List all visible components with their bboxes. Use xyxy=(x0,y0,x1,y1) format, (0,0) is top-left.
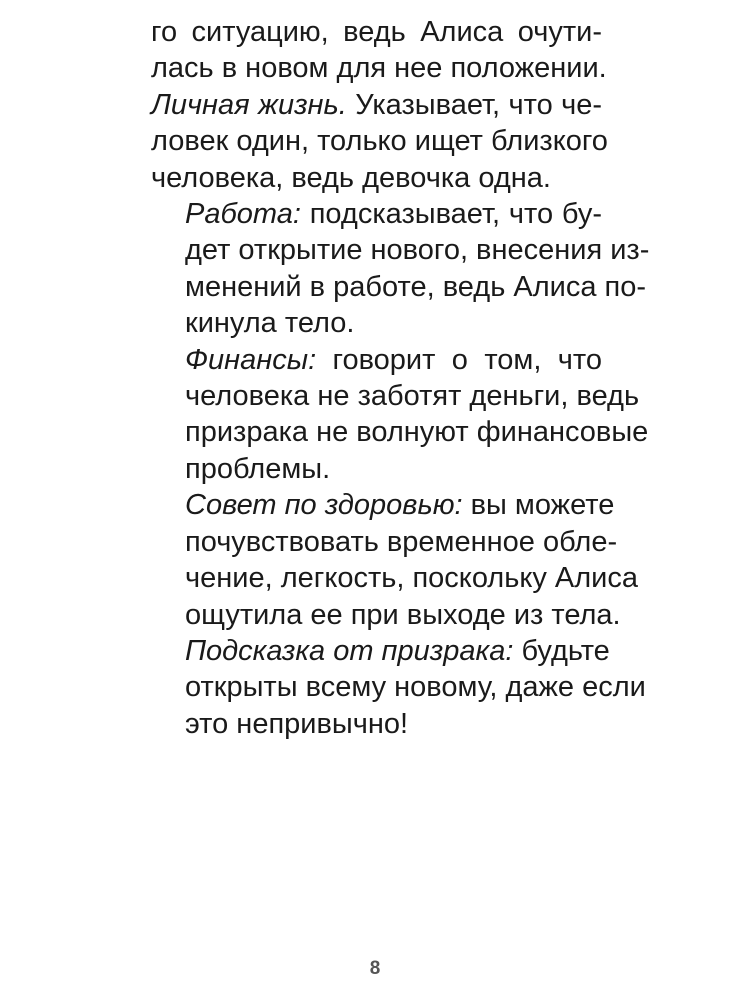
text-line: го ситуацию, ведь Алиса очути- xyxy=(151,16,602,48)
text-line: проблемы. xyxy=(185,452,331,485)
body-text xyxy=(151,14,650,742)
paragraph-personal-life xyxy=(151,87,608,196)
text-line: дет открытие нового, внесения из- xyxy=(185,234,650,267)
text-line: Совет по здоровью: вы можете xyxy=(185,489,615,522)
paragraph-finance xyxy=(151,342,649,488)
paragraph-lead: Личная жизнь. xyxy=(151,88,347,121)
paragraph-lead: Подсказка от призрака: xyxy=(185,634,514,667)
paragraph-ghost-hint xyxy=(151,633,646,742)
paragraph-continuation xyxy=(151,14,607,87)
text-line: Подсказка от призрака: будьте xyxy=(185,634,610,667)
page-number: 8 xyxy=(369,958,381,979)
paragraph-work xyxy=(151,196,650,342)
text-line: кинула тело. xyxy=(185,307,355,340)
text-line: человека не заботят деньги, ведь xyxy=(185,380,640,413)
paragraph-health-advice xyxy=(151,487,638,633)
text-line: Финансы: говорит о том, что xyxy=(185,343,602,376)
text-line: почувствовать временное обле- xyxy=(185,525,618,558)
text-line: менений в работе, ведь Алиса по- xyxy=(185,270,646,303)
paragraph-lead: Финансы: xyxy=(185,343,317,376)
text-line: открыты всему новому, даже если xyxy=(185,671,646,704)
text-line: Работа: подсказывает, что бу- xyxy=(185,198,602,231)
paragraph-lead: Работа: xyxy=(185,198,301,231)
text-line: это непривычно! xyxy=(185,707,409,740)
text-line: чение, легкость, поскольку Алиса xyxy=(185,562,638,595)
text-line: лась в новом для нее положении. xyxy=(151,52,607,85)
text-line: человека, ведь девочка одна. xyxy=(151,161,551,194)
text-line: Личная жизнь. Указывает, что че- xyxy=(151,88,602,121)
text-line: ловек один, только ищет близкого xyxy=(151,125,608,158)
text-line: ощутила ее при выходе из тела. xyxy=(185,598,621,631)
text-line: призрака не волнуют финансовые xyxy=(185,416,649,449)
paragraph-lead: Совет по здоровью: xyxy=(185,489,463,522)
